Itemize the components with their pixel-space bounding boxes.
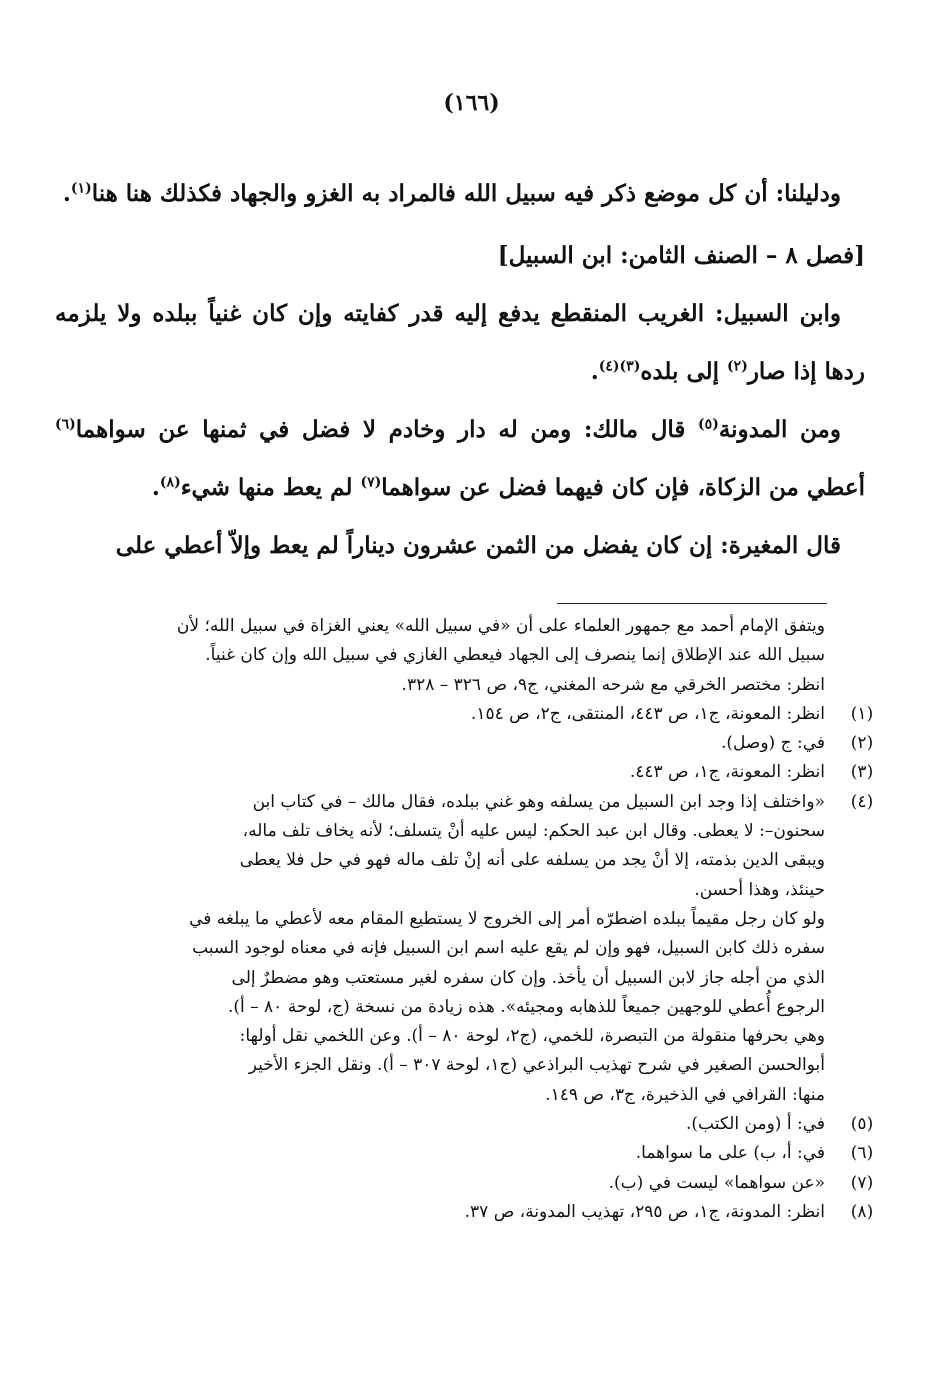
- paragraph-text: ومن المدونة: [718, 416, 841, 443]
- footnote-ref[interactable]: (٢): [727, 358, 748, 375]
- footnote-line: ويبقى الدين بذمته، إلا أنْ يجد من يسلفه على أنه إنْ تلف ماله فهو في حل فلا يعطى: [239, 850, 825, 871]
- footnote-line: في: أ (ومن الكتب).: [686, 1114, 825, 1135]
- footnote-6: [55, 1139, 874, 1168]
- footnote-ref[interactable]: (٨): [159, 474, 181, 491]
- footnote-ref[interactable]: (٥): [698, 416, 719, 433]
- footnote-line: انظر: المدونة، ج١، ص ٢٩٥، تهذيب المدونة، ص ٣٧.: [464, 1201, 825, 1222]
- main-text: [55, 165, 865, 575]
- footnote-number: (٥): [850, 1114, 874, 1135]
- footnote-1: [55, 700, 874, 729]
- footnote-ref[interactable]: (١): [70, 180, 92, 197]
- paragraph-text: لم يعط منها شيء: [180, 474, 361, 501]
- footnote-2: [55, 729, 874, 758]
- paragraph-text: ودليلنا: أن كل موضع ذكر فيه سبيل الله فالمراد به الغزو والجهاد فكذلك هنا هنا: [91, 180, 841, 207]
- footnote-8: [55, 1198, 874, 1227]
- footnote-line: الرجوع أُعطي للوجهين جميعاً للذهابه ومجيئه». هذه زيادة من نسخة (ج، لوحة ٨٠ – أ).: [227, 996, 825, 1017]
- footnote-line: حينئذ، وهذا أحسن.: [694, 879, 825, 900]
- paragraph-text: قال مالك: ومن له دار وخادم لا فضل في ثمنها عن سواهما: [75, 416, 699, 443]
- footnote-number: (٧): [850, 1172, 874, 1193]
- footnotes: [55, 612, 874, 1227]
- page-number: (١٦٦): [443, 90, 500, 116]
- paragraph-text: وابن السبيل: الغريب المنقطع يدفع إليه قدر كفايته وإن كان غنياً ببلده ولا يلزمه ردها إذا صار: [55, 300, 865, 385]
- paragraph-mughira: قال المغيرة: إن كان يفضل من الثمن عشرون ديناراً لم يعط وإلاّ أعطي على: [115, 532, 841, 559]
- footnote-ref[interactable]: (٧): [360, 474, 382, 491]
- footnote-line: «عن سواهما» ليست في (ب).: [608, 1172, 825, 1193]
- footnote-line: أبوالحسن الصغير في شرح تهذيب البراذعي (ج١، لوحة ٣٠٧ – أ). ونقل الجزء الأخير: [248, 1055, 825, 1076]
- footnote-line: الذي من أجله جاز لابن السبيل أن يأخذ. وإن كان سفره لغير مستعتب وهو مضطرٌ إلى: [231, 967, 825, 988]
- footnote-line: «واختلف إذا وجد ابن السبيل من يسلفه وهو غني ببلده، فقال مالك – في كتاب ابن: [252, 791, 825, 812]
- footnote-line: ويتفق الإمام أحمد مع جمهور العلماء على أن «في سبيل الله» يعني الغزاة في سبيل الله؛ لأن: [176, 616, 825, 636]
- footnote-line: في: ج (وصل).: [721, 733, 825, 754]
- footnote-line: سبيل الله عند الإطلاق إنما ينصرف إلى الجهاد فيعطي الغازي في سبيل الله وإن كان غنياً.: [205, 645, 825, 666]
- footnote-line: وهي بحرفها منقولة من التبصرة، للخمي، (ج٢، لوحة ٨٠ – أ). وعن اللخمي نقل أولها:: [239, 1026, 825, 1047]
- footnote-number: (٤): [850, 791, 874, 812]
- footnote-line: ولو كان رجل مقيماً ببلده اضطرّه أمر إلى الخروج لا يستطيع المقام معه لأعطي ما يبلغه في: [189, 908, 825, 929]
- paragraph-mudawwana: ومن المدونة$^{(٥)}$ قال مالك: ومن له دار وخادم لا فضل في ثمنها عن سواهما$^{(٦)}$ أعطي من الزكاة، فإن كان فيهما فضل عن سواهما$^{(٧)}$ لم يعط منها شيء$^{(٨)}$.: [55, 416, 865, 501]
- footnote-line: انظر: المعونة، ج١، ص ٤٤٣، المنتقى، ج٢، ص ١٥٤.: [470, 703, 825, 724]
- footnote-carry-over: [55, 612, 825, 700]
- footnote-line: سفره ذلك كابن السبيل، فهو وإن لم يقع عليه اسم ابن السبيل فإنه في معناه لوجود السبب: [192, 938, 825, 959]
- footnote-4: [55, 788, 874, 1110]
- paragraph-ibn-sabil: وابن السبيل: الغريب المنقطع يدفع إليه قدر كفايته وإن كان غنياً ببلده ولا يلزمه ردها إذا صار$^{(٢)}$ إلى بلده$^{(٣)(٤)}$.: [55, 300, 865, 385]
- paragraph-evidence: ودليلنا: أن كل موضع ذكر فيه سبيل الله فالمراد به الغزو والجهاد فكذلك هنا هنا$^{(١)}$.: [62, 180, 841, 207]
- paragraph-text: أعطي من الزكاة، فإن كان فيهما فضل عن سواهما: [381, 474, 865, 501]
- footnote-line: انظر: مختصر الخرقي مع شرحه المغني، ج٩، ص ٣٢٦ – ٣٢٨.: [401, 674, 825, 695]
- footnote-number: (١): [850, 703, 874, 724]
- paragraph-text: إلى بلده: [640, 358, 728, 385]
- footnote-number: (٢): [850, 733, 874, 754]
- footnote-line: منها: القرافي في الذخيرة، ج٣، ص ١٤٩.: [545, 1084, 825, 1105]
- footnote-number: (٨): [850, 1201, 874, 1222]
- footnote-separator: [557, 603, 827, 604]
- footnote-line: سحنون–: لا يعطى. وقال ابن عبد الحكم: ليس عليه أنْ يتسلف؛ لأنه يخاف تلف ماله،: [242, 821, 825, 842]
- footnote-number: (٣): [850, 762, 874, 783]
- footnote-3: [55, 758, 874, 787]
- footnote-line: في: أ، ب) على ما سواهما.: [635, 1143, 825, 1164]
- footnote-ref[interactable]: (٣)(٤): [598, 358, 641, 375]
- footnote-number: (٦): [850, 1143, 874, 1164]
- footnote-ref[interactable]: (٦): [55, 416, 76, 433]
- chapter-heading: [فصل ٨ – الصنف الثامن: ابن السبيل]: [497, 242, 865, 269]
- footnote-line: انظر: المعونة، ج١، ص ٤٤٣.: [629, 762, 825, 783]
- footnote-7: [55, 1169, 874, 1198]
- footnote-5: [55, 1110, 874, 1139]
